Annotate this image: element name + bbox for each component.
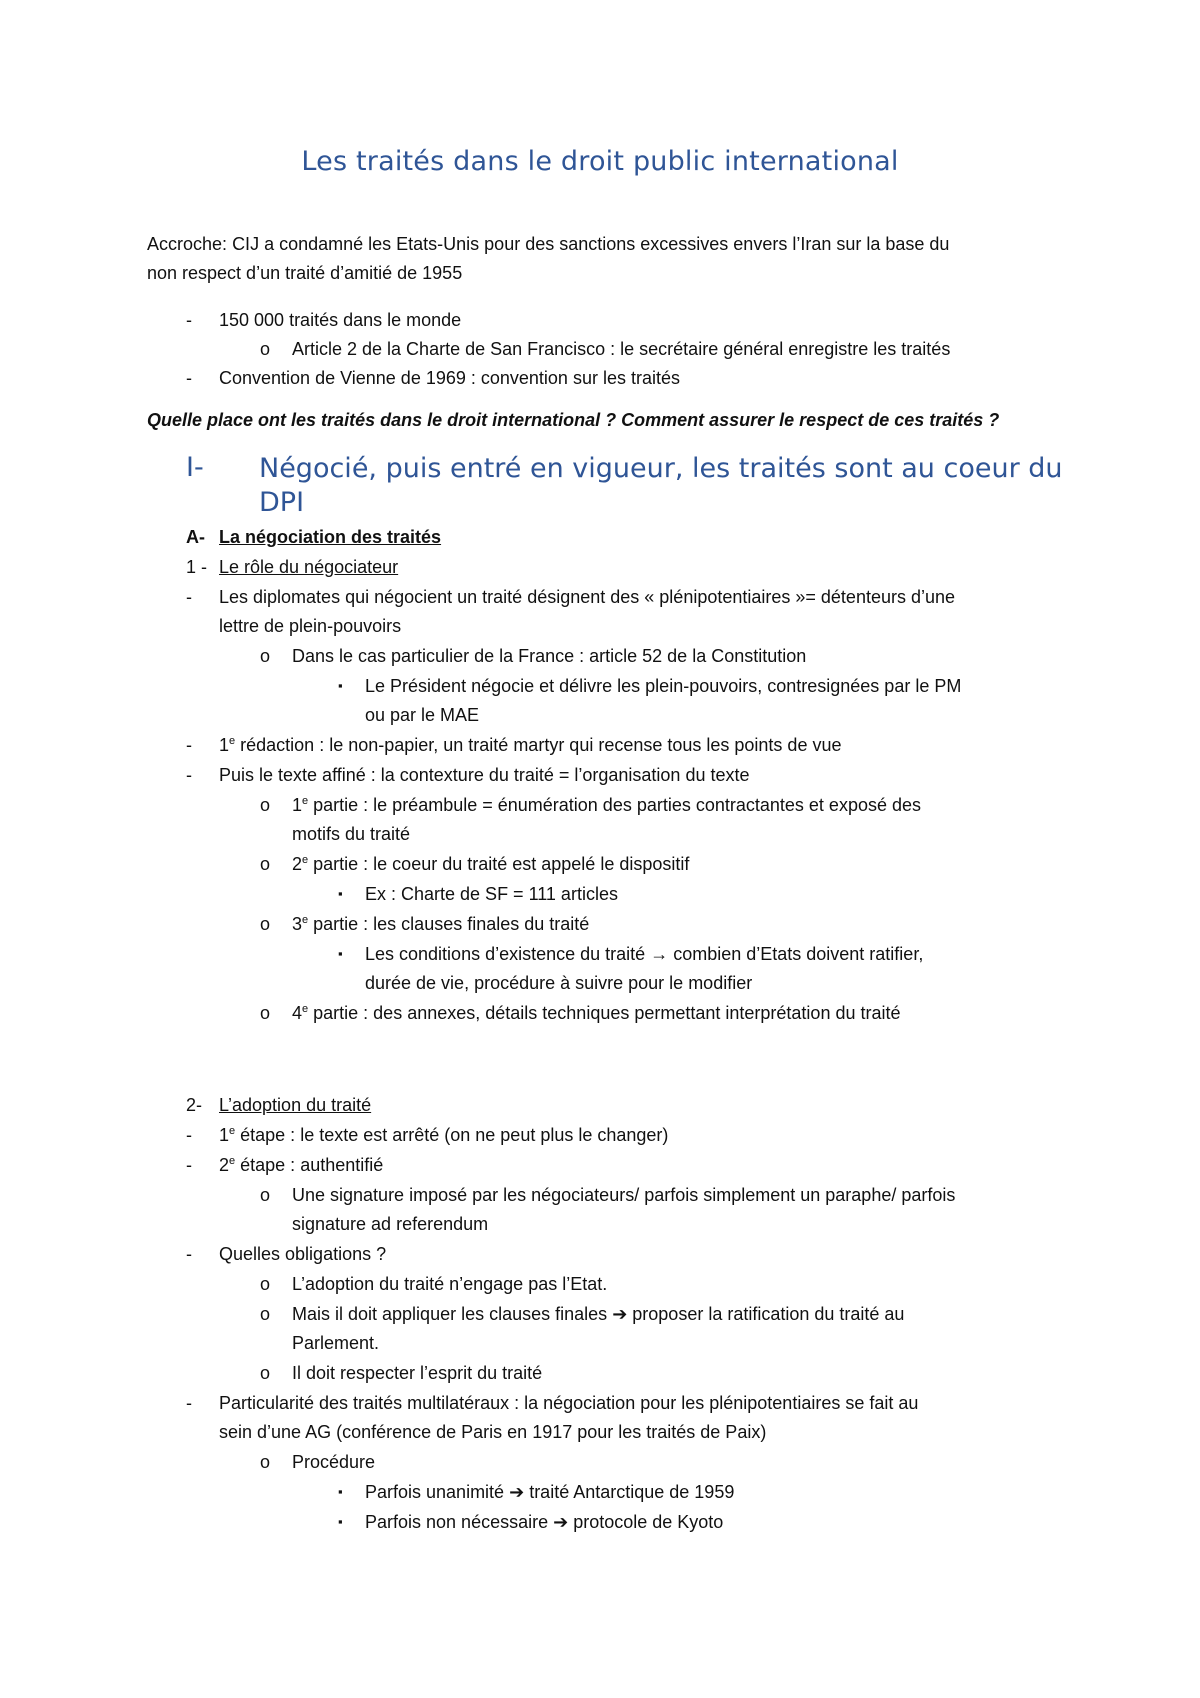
ordinal-suffix: e: [302, 795, 309, 807]
list-bullet: o: [260, 854, 271, 874]
list-item: Les diplomates qui négocient un traité désignent des « plénipotentiaires »= détenteurs d’une: [219, 587, 956, 607]
list-item: Une signature imposé par les négociateurs/ parfois simplement un paraphe/ parfois: [292, 1185, 956, 1205]
list-item-rest: protocole de Kyoto: [568, 1512, 724, 1532]
ordinal-number: 2: [219, 1155, 230, 1175]
list-item-continuation: lettre de plein-pouvoirs: [219, 616, 402, 636]
list-item-rest: partie : les clauses finales du traité: [308, 914, 590, 934]
list-item-continuation: durée de vie, procédure à suivre pour le modifier: [365, 973, 753, 993]
list-item: Quelles obligations ?: [219, 1244, 387, 1264]
list-item-rest: partie : des annexes, détails techniques permettant interprétation du traité: [308, 1003, 901, 1023]
list-item-continuation: signature ad referendum: [292, 1214, 489, 1234]
section-a-number: A-: [186, 527, 205, 547]
list-bullet: o: [260, 1003, 271, 1023]
list-item: [365, 939, 923, 969]
section-a-title: La négociation des traités: [219, 527, 442, 547]
ordinal-suffix: e: [229, 1125, 236, 1137]
list-item-continuation: motifs du traité: [292, 824, 411, 844]
ordinal-suffix: e: [229, 1155, 236, 1167]
list-item-continuation: ou par le MAE: [365, 705, 480, 725]
part-1-heading: [259, 452, 1079, 520]
document-title: Les traités dans le droit public international: [301, 146, 899, 177]
list-item-continuation: sein d’une AG (conférence de Paris en 1917 pour les traités de Paix): [219, 1422, 767, 1442]
list-bullet: o: [260, 646, 271, 666]
ordinal-suffix: e: [229, 735, 236, 747]
list-item: [292, 849, 689, 879]
list-item-text: Parfois unanimité: [365, 1482, 505, 1502]
sub-1-number: 1 -: [186, 557, 208, 577]
list-bullet: ▪: [338, 1514, 343, 1529]
list-item: [219, 1120, 668, 1150]
ordinal-number: 1: [292, 795, 303, 815]
accroche-line-1: [147, 230, 1067, 259]
list-item-rest: proposer la ratification du traité au: [627, 1304, 905, 1324]
list-item: Puis le texte affiné : la contexture du traité = l’organisation du texte: [219, 765, 750, 785]
accroche-text-1: CIJ a condamné les Etats-Unis pour des sanctions excessives envers l’Iran sur la base du: [232, 234, 950, 254]
list-item-rest: rédaction : le non-papier, un traité martyr qui recense tous les points de vue: [235, 735, 842, 755]
list-bullet: -: [186, 368, 192, 388]
list-item-continuation: Parlement.: [292, 1333, 380, 1353]
list-bullet: ▪: [338, 678, 343, 693]
accroche-line-2: non respect d’un traité d’amitié de 1955: [147, 263, 463, 283]
list-item: Dans le cas particulier de la France : article 52 de la Constitution: [292, 646, 807, 666]
list-bullet: ▪: [338, 886, 343, 901]
list-item: [219, 1150, 383, 1180]
list-bullet: o: [260, 1185, 271, 1205]
list-item: Article 2 de la Charte de San Francisco : le secrétaire général enregistre les traités: [292, 339, 951, 359]
list-bullet: o: [260, 1452, 271, 1472]
ordinal-number: 4: [292, 1003, 303, 1023]
list-item: [219, 730, 841, 760]
list-item: Il doit respecter l’esprit du traité: [292, 1363, 543, 1383]
list-item-text: Mais il doit appliquer les clauses finales: [292, 1304, 608, 1324]
list-item: Procédure: [292, 1452, 376, 1472]
part-1-number: I-: [186, 452, 204, 483]
ordinal-number: 1: [219, 1125, 230, 1145]
list-item: [292, 998, 901, 1028]
ordinal-number: 2: [292, 854, 303, 874]
list-bullet: -: [186, 735, 192, 755]
list-item-rest: partie : le coeur du traité est appelé le dispositif: [308, 854, 690, 874]
list-bullet: -: [186, 1125, 192, 1145]
list-bullet: o: [260, 795, 271, 815]
ordinal-suffix: e: [302, 1003, 309, 1015]
list-item: [365, 1507, 723, 1537]
sub-1-title: Le rôle du négociateur: [219, 557, 399, 577]
list-bullet: -: [186, 1393, 192, 1413]
list-item-text: Les conditions d’existence du traité: [365, 944, 646, 964]
list-bullet: -: [186, 310, 192, 330]
list-item-text: Parfois non nécessaire: [365, 1512, 549, 1532]
list-item: [365, 1477, 734, 1507]
list-bullet: -: [186, 1244, 192, 1264]
list-item: [292, 909, 589, 939]
sub-2-title: L’adoption du traité: [219, 1095, 372, 1115]
list-item: Particularité des traités multilatéraux : la négociation pour les plénipotentiaires se fait au: [219, 1393, 919, 1413]
list-bullet: o: [260, 914, 271, 934]
list-item: L’adoption du traité n’engage pas l’Etat.: [292, 1274, 608, 1294]
list-item-rest: combien d’Etats doivent ratifier,: [668, 944, 924, 964]
list-item: [292, 1299, 904, 1329]
list-bullet: ▪: [338, 1484, 343, 1499]
arrow-right-icon: ➔: [553, 1512, 569, 1532]
sub-2-number: 2-: [186, 1095, 203, 1115]
list-bullet: -: [186, 587, 192, 607]
list-item: 150 000 traités dans le monde: [219, 310, 462, 330]
arrow-right-icon: →: [650, 944, 669, 964]
ordinal-number: 1: [219, 735, 230, 755]
list-item-rest: étape : le texte est arrêté (on ne peut plus le changer): [235, 1125, 669, 1145]
accroche-paragraph: [147, 230, 1067, 288]
list-item: Ex : Charte de SF = 111 articles: [365, 884, 618, 904]
ordinal-suffix: e: [302, 854, 309, 866]
list-item-rest: étape : authentifié: [235, 1155, 384, 1175]
part-1-heading-line-2: DPI: [259, 487, 305, 518]
list-bullet: o: [260, 339, 271, 359]
list-item: Le Président négocie et délivre les plein-pouvoirs, contresignées par le PM: [365, 676, 962, 696]
list-bullet: o: [260, 1304, 271, 1324]
list-bullet: o: [260, 1274, 271, 1294]
arrow-right-icon: ➔: [509, 1482, 525, 1502]
arrow-right-icon: ➔: [612, 1304, 628, 1324]
list-item-rest: traité Antarctique de 1959: [524, 1482, 735, 1502]
list-bullet: -: [186, 1155, 192, 1175]
ordinal-suffix: e: [302, 914, 309, 926]
list-item: [292, 790, 921, 820]
list-item-rest: partie : le préambule = énumération des parties contractantes et exposé des: [308, 795, 922, 815]
list-bullet: -: [186, 765, 192, 785]
problematique: Quelle place ont les traités dans le droit international ? Comment assurer le respect de ces traités ?: [147, 410, 1000, 430]
list-bullet: o: [260, 1363, 271, 1383]
accroche-label: Accroche:: [147, 234, 228, 254]
list-item: Convention de Vienne de 1969 : convention sur les traités: [219, 368, 680, 388]
ordinal-number: 3: [292, 914, 303, 934]
part-1-heading-line-1: Négocié, puis entré en vigueur, les traités sont au coeur du: [259, 453, 1063, 484]
list-bullet: ▪: [338, 946, 343, 961]
